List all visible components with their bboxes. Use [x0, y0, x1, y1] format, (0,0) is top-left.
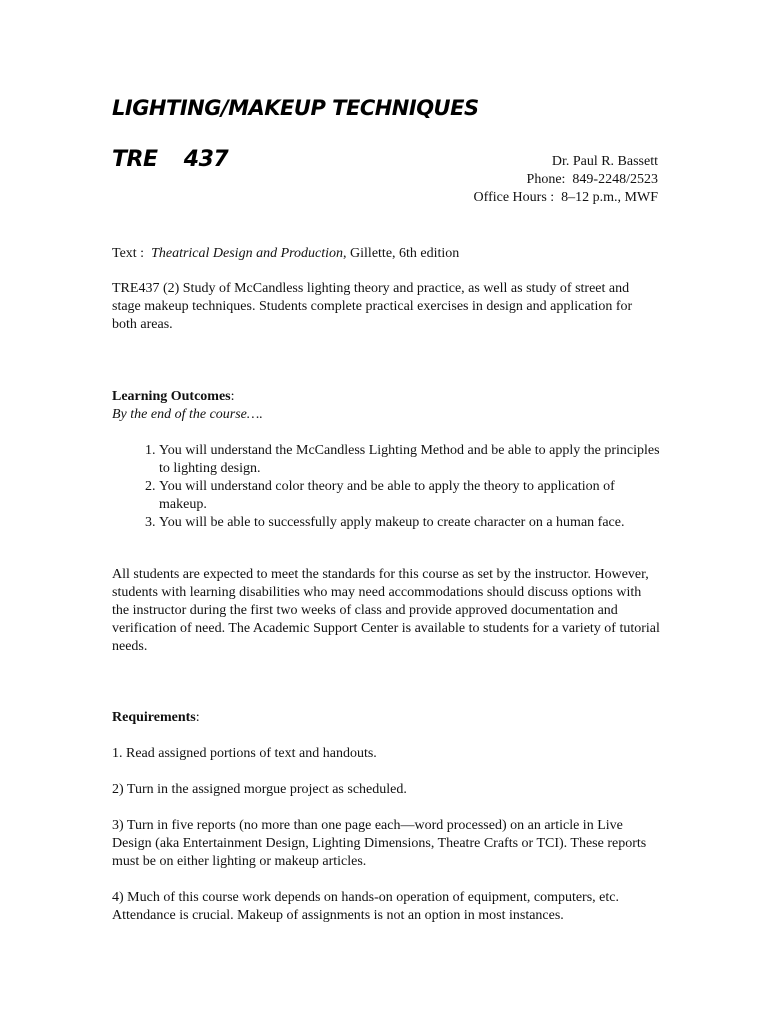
learning-outcomes-heading	[112, 388, 660, 406]
instructor-phone: Phone: 849-2248/2523	[526, 172, 658, 187]
requirements-colon: :	[195, 710, 200, 725]
textbook-title: Theatrical Design and Production	[151, 246, 344, 261]
textbook-details: , Gillette, 6th edition	[343, 246, 460, 261]
office-hours: Office Hours : 8–12 p.m., MWF	[473, 190, 658, 205]
learning-outcomes-heading-text: Learning Outcomes	[112, 389, 231, 404]
requirement-item: 1. Read assigned portions of text and handouts.	[112, 746, 377, 761]
requirements-heading-text: Requirements	[112, 710, 196, 725]
outcome-list	[112, 442, 660, 532]
requirement-item: 2) Turn in the assigned morgue project as scheduled.	[112, 782, 407, 797]
requirements-heading	[112, 709, 660, 727]
learning-outcomes-intro: By the end of the course….	[112, 407, 263, 422]
list-item: 3. You will be able to successfully apply makeup to create character on a human face.	[159, 514, 660, 532]
instructor-name: Dr. Paul R. Bassett	[551, 154, 658, 169]
requirements-section	[112, 709, 660, 925]
course-code: TRE 437	[112, 147, 229, 172]
requirement-item: 4) Much of this course work depends on hands-on operation of equipment, computers, etc. Attendance is crucial. Makeup of assignments is not an option in most instances.	[112, 890, 619, 923]
learning-outcomes-colon: :	[230, 389, 235, 404]
learning-outcomes-section	[112, 388, 660, 532]
course-description: TRE437 (2) Study of McCandless lighting theory and practice, as well as study of street and stage makeup techniques. Students complete practical exercises in design and application for both areas.	[112, 281, 633, 332]
list-item: 2. You will understand color theory and be able to apply the theory to application of makeup.	[159, 478, 660, 514]
textbook-line	[112, 245, 660, 263]
accommodations-policy: All students are expected to meet the standards for this course as set by the instructor. However, students with learning disabilities who may need accommodations should discuss options with the instructor during the first two weeks of class and provide approved documentation and verification of need. The Academic Support Center is available to students for a variety of tutorial needs.	[112, 567, 660, 654]
course-title: LIGHTING/MAKEUP TECHNIQUES	[112, 96, 479, 120]
requirement-item: 3) Turn in five reports (no more than one page each—word processed) on an article in Live Design (aka Entertainment Design, Lighting Dimensions, Theatre Crafts or TCI). These reports must be on either lighting or makeup articles.	[112, 818, 647, 869]
textbook-label: Text :	[112, 246, 145, 261]
instructor-info	[474, 153, 658, 207]
list-item: 1. You will understand the McCandless Lighting Method and be able to apply the principles to lighting design.	[159, 442, 660, 478]
